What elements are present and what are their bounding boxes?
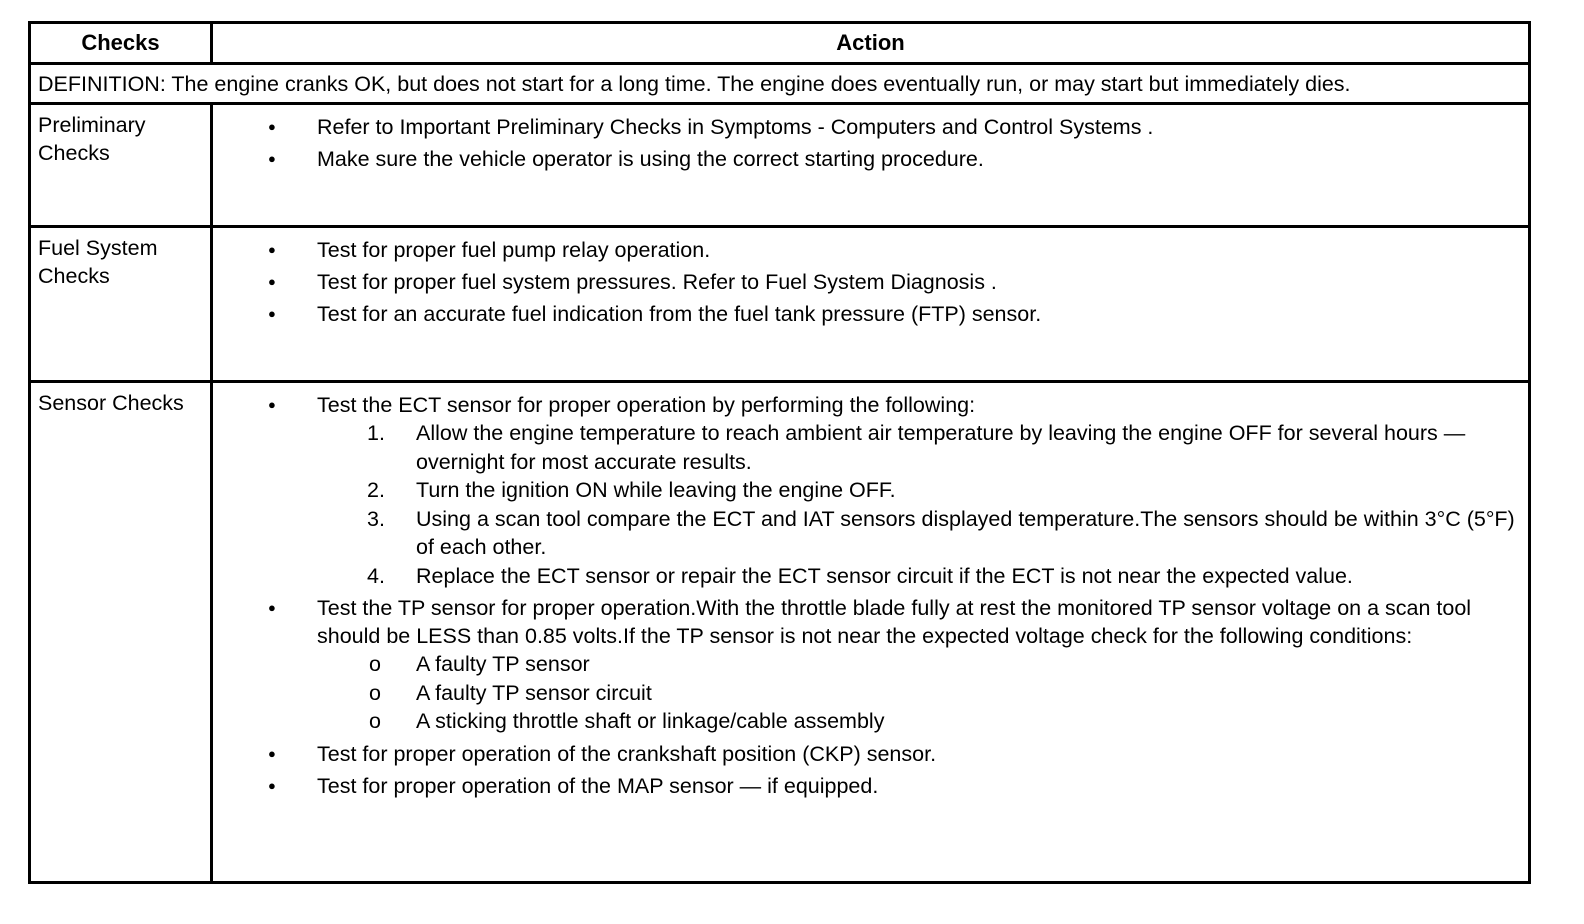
condition-text: A sticking throttle shaft or linkage/cable assembly [416, 709, 885, 733]
row-label-sensor: Sensor Checks [30, 382, 212, 883]
tp-condition [317, 707, 1516, 736]
row-label-fuel-system: Fuel System Checks [30, 227, 212, 382]
header-action: Action [212, 23, 1530, 64]
action-cell [212, 104, 1530, 227]
ect-step [317, 476, 1516, 505]
condition-text: A faulty TP sensor circuit [416, 680, 652, 705]
step-number: 1. [367, 421, 385, 445]
list-item: ● Test for proper operation of the MAP sensor — if equipped. [213, 772, 1516, 800]
step-number: 4. [367, 563, 385, 588]
step-text: Turn the ignition ON while leaving the engine OFF. [416, 478, 896, 502]
tp-test-text: ● Test the TP sensor for proper operation.With the throttle blade fully at rest the monitored TP sensor voltage on a scan tool should be LESS than 0.85 volts.If the TP sensor is not near the expected voltage check for the following conditions: [317, 596, 1472, 648]
step-text: Replace the ECT sensor or repair the ECT sensor circuit if the ECT is not near the expected value. [416, 563, 1353, 588]
step-text: Using a scan tool compare the ECT and IAT sensors displayed temperature.The sensors should be within 3°C (5°F) of each other. [416, 506, 1515, 559]
condition-text: A faulty TP sensor [416, 652, 590, 676]
list-item: ● Test for proper operation of the crankshaft position (CKP) sensor. [213, 740, 1516, 768]
ect-step [317, 505, 1516, 562]
list-item: ● Test for proper fuel system pressures. Refer to Fuel System Diagnosis . [213, 268, 1516, 296]
list-item: ● Test for an accurate fuel indication from the fuel tank pressure (FTP) sensor. [213, 300, 1516, 328]
ect-test-item [213, 391, 1516, 590]
ect-test-text: ● Test the ECT sensor for proper operation by performing the following: [317, 393, 976, 417]
ect-step [317, 562, 1516, 591]
definition-text: DEFINITION: The engine cranks OK, but does not start for a long time. The engine does eventually run, or may start but immediately dies. [30, 64, 1530, 104]
table-row [30, 382, 1530, 883]
tp-test-item [213, 594, 1516, 736]
step-number: 2. [367, 478, 385, 502]
table-row [30, 227, 1530, 382]
list-item: ● Test for proper fuel pump relay operation. [213, 236, 1516, 264]
table-row [30, 104, 1530, 227]
ect-step [317, 419, 1516, 476]
tp-condition [317, 650, 1516, 679]
step-number: 3. [367, 506, 385, 531]
action-cell [212, 382, 1530, 883]
list-item: ● Make sure the vehicle operator is using the correct starting procedure. [213, 145, 1516, 173]
list-item: ● Refer to Important Preliminary Checks in Symptoms - Computers and Control Systems . [213, 113, 1516, 141]
header-checks: Checks [30, 23, 212, 64]
row-label-preliminary: Preliminary Checks [30, 104, 212, 227]
action-cell [212, 227, 1530, 382]
circle-marker-icon: o [369, 680, 381, 705]
tp-condition [317, 679, 1516, 708]
definition-row [30, 64, 1530, 104]
ect-steps [317, 419, 1516, 590]
diagnostic-table [28, 21, 1531, 884]
circle-marker-icon: o [369, 652, 381, 676]
tp-conditions [317, 650, 1516, 736]
circle-marker-icon: o [369, 709, 381, 733]
step-text: Allow the engine temperature to reach ambient air temperature by leaving the engine OFF for several hours — overnight for most accurate results. [416, 421, 1466, 474]
header-row [30, 23, 1530, 64]
